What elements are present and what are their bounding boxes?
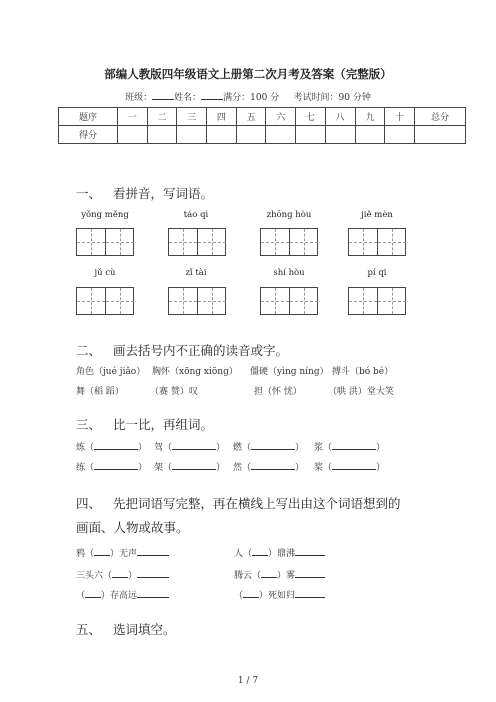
score-cell[interactable] (415, 126, 466, 144)
pinyin-label: pí qi (367, 268, 387, 278)
name-label: 姓名： (174, 93, 202, 103)
idiom-item: 鸦（ ）无声 (76, 546, 169, 559)
writing-grid[interactable] (76, 287, 134, 315)
idea-blank[interactable] (137, 546, 169, 556)
section-2-heading (76, 341, 288, 359)
answer-blank[interactable] (94, 440, 138, 450)
answer-blank[interactable] (172, 460, 216, 470)
name-blank[interactable] (201, 90, 223, 100)
compare-item: 燃（ ） (233, 440, 304, 453)
score-header-cell: 题序 (59, 108, 118, 126)
score-value-row (59, 126, 466, 144)
pinyin-label: jiě mèn (361, 210, 393, 220)
class-label: 班级： (125, 93, 153, 103)
section-1-number: 一、 (76, 186, 102, 201)
score-cell[interactable] (385, 126, 415, 144)
character-item[interactable]: （赛 赞）叹 (150, 387, 198, 397)
score-header-cell: 八 (325, 108, 355, 126)
section-3-number: 三、 (76, 417, 102, 432)
character-item[interactable]: （哄 洪）堂大笑 (328, 387, 394, 397)
answer-blank[interactable] (251, 440, 295, 450)
writing-grid[interactable] (348, 287, 406, 315)
compare-item: 练（ ） (76, 460, 147, 473)
character-item[interactable]: 担（怀 忧） (254, 387, 302, 397)
score-header-cell: 九 (355, 108, 385, 126)
score-cell[interactable] (325, 126, 355, 144)
pinyin-label: jǔ cù (94, 268, 116, 278)
compare-item: 然（ ） (233, 460, 304, 473)
pinyin-label: zǐ tài (185, 268, 207, 278)
page-title: 部编人教版四年级语文上册第二次月考及答案（完整版） (104, 67, 392, 81)
writing-grid[interactable] (260, 287, 318, 315)
section-4-title: 先把词语写完整，再在横线上写出由这个词语想到的 (112, 496, 401, 511)
score-header-cell: 五 (236, 108, 266, 126)
answer-blank[interactable] (172, 440, 216, 450)
section-2-number: 二、 (76, 343, 102, 358)
compare-item: 驾（ ） (154, 440, 225, 453)
score-cell[interactable] (266, 126, 296, 144)
score-header-cell: 六 (266, 108, 296, 126)
score-row-label: 得分 (59, 126, 118, 144)
pronunciation-item[interactable]: 角色（jué jiǎo） (76, 367, 146, 377)
idiom-blank[interactable] (85, 588, 101, 598)
writing-grid[interactable] (348, 228, 406, 256)
idiom-item: （ ）存高远 (76, 588, 169, 601)
pinyin-label: shí hòu (273, 268, 305, 278)
page-number: 1 / 7 (237, 676, 259, 686)
section-5-heading (76, 620, 175, 638)
pronunciation-item[interactable]: 僵硬（yìng níng） (250, 367, 329, 377)
score-header-cell: 总分 (415, 108, 466, 126)
score-cell[interactable] (236, 126, 266, 144)
idiom-item: 腾云（ ）雾 (234, 568, 325, 581)
idiom-blank[interactable] (261, 568, 277, 578)
section-4-number: 四、 (76, 496, 102, 511)
score-cell[interactable] (118, 126, 148, 144)
compare-item: 架（ ） (154, 460, 225, 473)
idea-blank[interactable] (137, 588, 169, 598)
score-cell[interactable] (207, 126, 237, 144)
pronunciation-item[interactable]: 胸怀（xōng xiōng） (152, 367, 238, 377)
idea-blank[interactable] (295, 568, 325, 578)
section-1-title: 看拼音，写词语。 (112, 186, 213, 201)
section-1-heading (76, 184, 213, 202)
pinyin-label: yǒng měng (81, 210, 129, 220)
section-5-number: 五、 (76, 622, 102, 637)
score-header-cell: 二 (147, 108, 177, 126)
section-3-heading (76, 415, 213, 433)
writing-grid[interactable] (76, 228, 134, 256)
idea-blank[interactable] (137, 568, 169, 578)
section-4-title-line2: 画面、人物或故事。 (76, 520, 189, 535)
score-table (58, 107, 466, 144)
idea-blank[interactable] (295, 546, 325, 556)
section-3-title: 比一比，再组词。 (112, 417, 213, 432)
writing-grid[interactable] (260, 228, 318, 256)
score-header-row (59, 108, 466, 126)
score-cell[interactable] (147, 126, 177, 144)
full-score: 满分：100 分 (223, 93, 280, 103)
score-header-cell: 七 (296, 108, 326, 126)
idea-blank[interactable] (295, 588, 325, 598)
score-header-cell: 四 (207, 108, 237, 126)
score-header-cell: 一 (118, 108, 148, 126)
score-cell[interactable] (355, 126, 385, 144)
score-cell[interactable] (296, 126, 326, 144)
idiom-item: （ ）死如归 (234, 588, 325, 601)
section-2-title: 画去括号内不正确的读音或字。 (112, 343, 288, 358)
score-header-cell: 三 (177, 108, 207, 126)
score-cell[interactable] (177, 126, 207, 144)
answer-blank[interactable] (332, 460, 376, 470)
pinyin-label: zhōng hòu (266, 210, 312, 220)
idiom-blank[interactable] (252, 546, 268, 556)
idiom-item: 人（ ）鼎沸 (234, 546, 325, 559)
pronunciation-item[interactable]: 搏斗（bó bé） (332, 367, 394, 377)
section-4-heading (76, 494, 400, 512)
answer-blank[interactable] (251, 460, 295, 470)
compare-item: 浆（ ） (314, 440, 385, 453)
idiom-blank[interactable] (112, 568, 128, 578)
score-header-cell: 十 (385, 108, 415, 126)
class-blank[interactable] (152, 90, 174, 100)
compare-item: 炼（ ） (76, 440, 147, 453)
character-item[interactable]: 舞（稻 蹈） (76, 387, 124, 397)
idiom-blank[interactable] (94, 546, 110, 556)
writing-grid[interactable] (168, 287, 226, 315)
answer-blank[interactable] (332, 440, 376, 450)
exam-time: 考试时间：90 分钟 (293, 93, 371, 103)
idiom-item: 三头六（ ） (76, 568, 169, 581)
pinyin-label: táo qì (183, 210, 209, 220)
exam-info (0, 90, 496, 103)
writing-grid[interactable] (168, 228, 226, 256)
compare-item: 桨（ ） (314, 460, 385, 473)
section-5-title: 选词填空。 (112, 622, 176, 637)
answer-blank[interactable] (94, 460, 138, 470)
idiom-blank[interactable] (243, 588, 259, 598)
